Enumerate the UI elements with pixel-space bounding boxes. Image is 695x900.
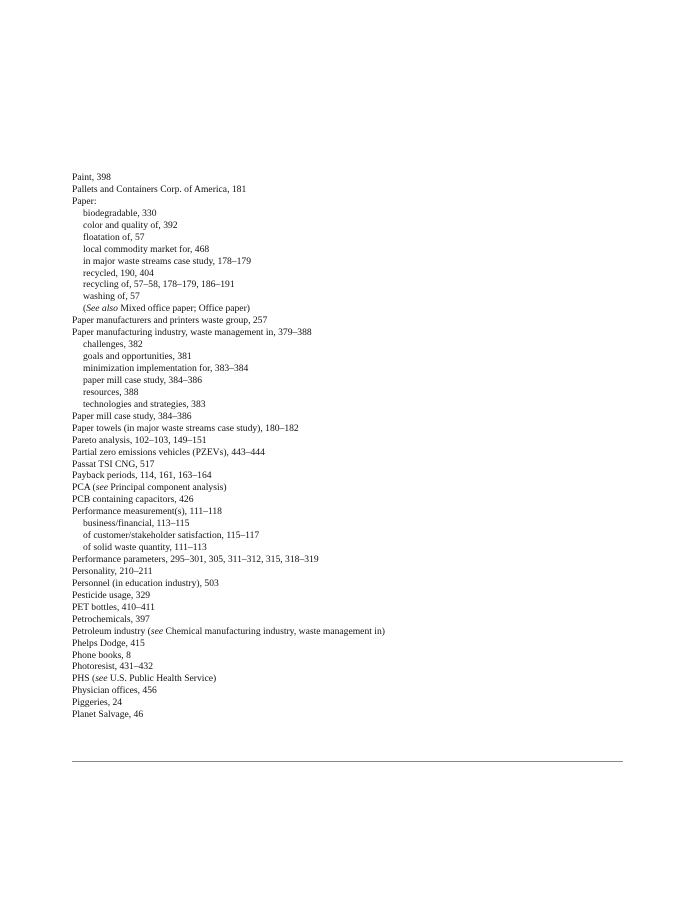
index-entry-pre: Performance measurement(s), 111–118	[72, 506, 222, 518]
index-entry-pre: Paper manufacturers and printers waste group, 257	[72, 315, 268, 327]
index-entry-pre: Piggeries, 24	[72, 697, 123, 709]
index-entry-pre: Performance parameters, 295–301, 305, 311–312, 315, 318–319	[72, 554, 319, 565]
index-entry-pre: of customer/stakeholder satisfaction, 115–117	[83, 530, 260, 542]
index-subentry	[72, 363, 632, 375]
index-entry-pre: business/financial, 113–115	[83, 518, 190, 530]
index-entry	[72, 697, 632, 709]
index-entry-pre: Paper:	[72, 195, 97, 207]
index-entry-pre: Pareto analysis, 102–103, 149–151	[72, 434, 207, 446]
index-entry	[72, 470, 632, 482]
index-entry	[72, 614, 632, 626]
index-entry	[72, 435, 632, 447]
index-subentry	[72, 351, 632, 363]
index-entry-em: see	[95, 673, 108, 685]
index-subentry	[72, 232, 632, 244]
index-entry	[72, 602, 632, 614]
index-entry	[72, 315, 632, 327]
index-entry	[72, 482, 632, 494]
index-list	[72, 172, 632, 721]
footer-rule	[72, 761, 623, 762]
index-entry-pre: technologies and strategies, 383	[83, 398, 206, 410]
index-entry	[72, 423, 632, 435]
index-entry-pre: Physician offices, 456	[72, 685, 157, 697]
index-entry-pre: PCB containing capacitors, 426	[72, 494, 194, 506]
index-subentry	[72, 268, 632, 280]
index-subentry	[72, 387, 632, 399]
index-entry-pre: biodegradable, 330	[83, 207, 157, 219]
index-entry-pre: color and quality of, 392	[83, 219, 178, 231]
index-entry-pre: floatation of, 57	[83, 231, 145, 243]
index-entry-post: U.S. Public Health Service)	[107, 673, 217, 685]
index-entry	[72, 566, 632, 578]
index-entry	[72, 327, 632, 339]
index-entry-pre: Photoresist, 431–432	[72, 661, 154, 673]
index-entry	[72, 447, 632, 459]
index-entry-pre: Paper manufacturing industry, waste management in, 379–388	[72, 327, 312, 339]
index-entry-pre: PET bottles, 410–411	[72, 601, 155, 613]
index-entry-pre: (	[83, 303, 87, 315]
index-entry	[72, 650, 632, 662]
index-entry-pre: local commodity market for, 468	[83, 243, 210, 255]
index-subentry	[72, 375, 632, 387]
index-entry-pre: Paint, 398	[72, 172, 111, 183]
index-entry	[72, 196, 632, 208]
index-entry-pre: Phone books, 8	[72, 649, 131, 661]
index-entry-em: see	[150, 625, 164, 637]
index-entry-pre: Petrochemicals, 397	[72, 613, 150, 625]
index-entry	[72, 661, 632, 673]
index-entry-em: see	[95, 482, 108, 494]
index-entry-post: Chemical manufacturing industry, waste management in)	[163, 625, 385, 637]
index-entry-pre: Paper towels (in major waste streams case study), 180–182	[72, 422, 299, 434]
index-entry	[72, 494, 632, 506]
index-entry-pre: of solid waste quantity, 111–113	[83, 542, 207, 554]
index-entry-pre: goals and opportunities, 381	[83, 351, 192, 363]
index-entry-post: Mixed office paper; Office paper)	[117, 303, 250, 315]
index-entry	[72, 626, 632, 638]
index-entry-pre: minimization implementation for, 383–384	[83, 363, 249, 374]
index-entry	[72, 673, 632, 685]
index-entry-pre: Passat TSI CNG, 517	[72, 458, 155, 470]
index-entry-pre: Paper mill case study, 384–386	[72, 410, 192, 422]
index-entry	[72, 184, 632, 196]
index-subentry	[72, 303, 632, 315]
index-entry	[72, 590, 632, 602]
index-subentry	[72, 208, 632, 220]
index-entry-pre: Payback periods, 114, 161, 163–164	[72, 470, 212, 482]
index-entry-pre: Petroleum industry (	[72, 625, 151, 637]
index-subentry	[72, 339, 632, 351]
index-subentry	[72, 244, 632, 256]
index-entry-pre: paper mill case study, 384–386	[83, 374, 203, 386]
index-entry	[72, 709, 632, 721]
index-entry-pre: resources, 388	[83, 386, 139, 398]
index-subentry	[72, 530, 632, 542]
index-entry-pre: PHS (	[72, 673, 96, 685]
index-subentry	[72, 291, 632, 303]
index-entry-pre: Personnel (in education industry), 503	[72, 577, 219, 589]
index-entry	[72, 506, 632, 518]
index-entry-pre: Planet Salvage, 46	[72, 709, 144, 721]
index-entry-pre: challenges, 382	[83, 339, 143, 351]
index-entry-em: See also	[86, 303, 118, 315]
index-entry	[72, 638, 632, 650]
index-subentry	[72, 256, 632, 268]
index-entry	[72, 554, 632, 566]
index-entry	[72, 459, 632, 471]
index-entry-pre: PCA (	[72, 482, 96, 494]
index-entry-pre: recycled, 190, 404	[83, 267, 154, 279]
index-entry	[72, 172, 632, 184]
index-entry-pre: Partial zero emissions vehicles (PZEVs), 443–444	[72, 446, 265, 458]
index-subentry	[72, 279, 632, 291]
index-entry-pre: Pesticide usage, 329	[72, 589, 151, 601]
index-entry	[72, 411, 632, 423]
index-subentry	[72, 220, 632, 232]
index-entry-pre: recycling of, 57–58, 178–179, 186–191	[83, 279, 235, 291]
index-entry	[72, 685, 632, 697]
index-entry-pre: washing of, 57	[83, 291, 140, 303]
index-entry-pre: Phelps Dodge, 415	[72, 637, 145, 649]
index-subentry	[72, 399, 632, 411]
index-entry-pre: Personality, 210–211	[72, 565, 153, 577]
index-entry	[72, 578, 632, 590]
index-entry-pre: in major waste streams case study, 178–179	[83, 255, 252, 267]
index-entry-post: Principal component analysis)	[107, 482, 227, 494]
index-subentry	[72, 518, 632, 530]
index-subentry	[72, 542, 632, 554]
index-entry-pre: Pallets and Containers Corp. of America, 181	[72, 183, 247, 195]
